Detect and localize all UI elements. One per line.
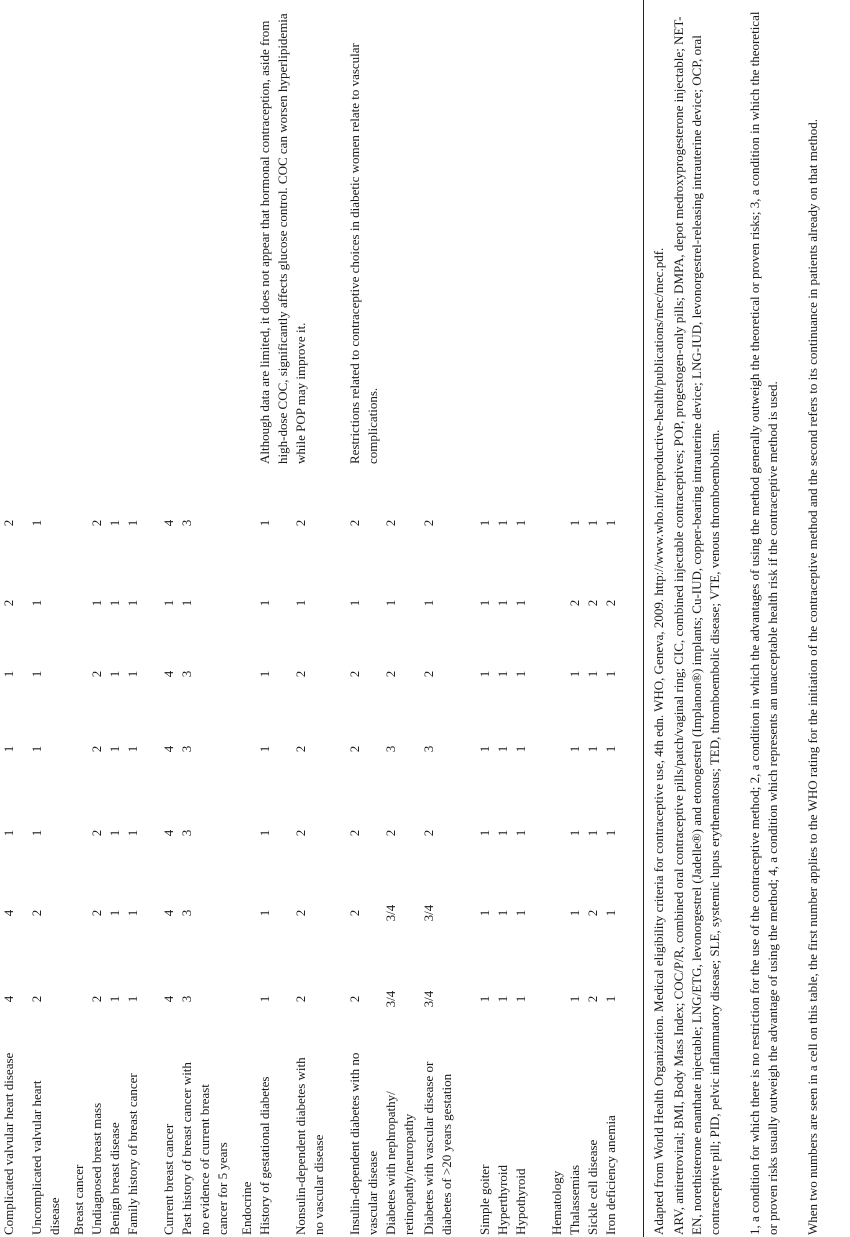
rating-cell: 1: [513, 745, 528, 753]
rating-cell: 3/4: [421, 904, 436, 922]
rating-cell: 1: [477, 909, 492, 917]
rating-cell: 1: [1, 670, 16, 678]
rating-cell: 1: [495, 745, 510, 753]
condition-label: Past history of breast cancer with no evidence of current breast cancer for 5 years: [179, 1062, 230, 1235]
rating-cell: 1: [513, 519, 528, 527]
rating-cell: 1: [125, 909, 140, 917]
rating-cell: 2: [347, 519, 362, 527]
comment-text: Restrictions related to contraceptive choices in diabetic women relate to vascular complications.: [347, 43, 380, 464]
rating-cell: 1: [567, 829, 582, 837]
rating-cell: 3: [179, 745, 194, 753]
rating-cell: 1: [603, 670, 618, 678]
rating-cell: 1: [125, 599, 140, 607]
rating-cell: 1: [89, 599, 104, 607]
rating-cell: 1: [107, 519, 122, 527]
rating-cell: 3: [179, 670, 194, 678]
rating-cell: 4: [161, 995, 176, 1003]
condition-label: Uncomplicated valvular heart disease: [29, 1080, 62, 1235]
rating-cell: 1: [513, 829, 528, 837]
rating-cell: 1: [125, 519, 140, 527]
condition-label: Family history of breast cancer: [125, 1073, 140, 1235]
rating-cell: 1: [257, 519, 272, 527]
rating-cell: 1: [29, 745, 44, 753]
rating-cell: 1: [29, 599, 44, 607]
condition-label: Insulin-dependent diabetes with no vascular disease: [347, 1052, 380, 1235]
rating-cell: 4: [161, 519, 176, 527]
rating-cell: 3: [179, 829, 194, 837]
rating-cell: 4: [161, 829, 176, 837]
rating-cell: 2: [347, 670, 362, 678]
condition-label: Thalassemias: [567, 1164, 582, 1235]
rating-cell: 1: [495, 829, 510, 837]
rating-cell: 1: [383, 599, 398, 607]
rating-cell: 1: [107, 995, 122, 1003]
condition-label: Current breast cancer: [161, 1123, 176, 1235]
rating-cell: 1: [421, 599, 436, 607]
rating-cell: 1: [257, 995, 272, 1003]
rating-cell: 1: [585, 670, 600, 678]
rating-cell: 1: [603, 995, 618, 1003]
rating-cell: 1: [293, 599, 308, 607]
footnote-abbreviations: ARV, antiretroviral; BMI, Body Mass Index; COC/P/R, combined oral contraceptive pills/patch/vaginal ring; CIC, combined injectable contraceptives; POP, progestogen-only pills; DMPA, depot medroxyprogesterone injectable; NET-EN, norethisterone enanthate injectable; LNG/ETG, levonorgestrel (Jadelle®) and etonogestrel (Implanon®) implants; Cu-IUD, copper-bearing intrauterine device; LNG-IUD, levonorgestrel-releasing intrauterine device; OCP, oral contraceptive pill; PID, pelvic inflammatory disease; SLE, systemic lupus erythematosus; TED, thromboembolic disease; VTE, venous thromboembolism.: [671, 16, 722, 1235]
rating-cell: 1: [513, 599, 528, 607]
rating-cell: 1: [603, 519, 618, 527]
rating-cell: 2: [293, 670, 308, 678]
section-heading: Endocrine: [239, 1181, 254, 1235]
rating-cell: 3/4: [421, 990, 436, 1008]
rating-cell: 1: [585, 829, 600, 837]
rating-cell: 1: [107, 670, 122, 678]
condition-label: Hyperthyroid: [495, 1164, 510, 1235]
rating-cell: 1: [1, 745, 16, 753]
condition-label: Complicated valvular heart disease: [1, 1052, 16, 1235]
rating-cell: 2: [29, 909, 44, 917]
condition-label: Iron deficiency anemia: [603, 1115, 618, 1235]
rating-cell: 1: [567, 995, 582, 1003]
condition-label: History of gestational diabetes: [257, 1076, 272, 1235]
rating-cell: 1: [1, 829, 16, 837]
rating-cell: 1: [29, 519, 44, 527]
rating-cell: 2: [89, 519, 104, 527]
rating-cell: 2: [293, 519, 308, 527]
rating-cell: 1: [495, 519, 510, 527]
rating-cell: 1: [107, 599, 122, 607]
section-heading: Hematology: [549, 1170, 564, 1235]
rating-cell: 1: [567, 909, 582, 917]
rating-cell: 3: [421, 745, 436, 753]
comment-text: Although data are limited, it does not appear that hormonal contraception, aside from high-dose COC, significantly affects glucose control. COC can worsen hyperlipidemia while POP may improve it.: [257, 13, 308, 464]
footnote-source: Adapted from World Health Organization. Medical eligibility criteria for contraceptive use, 4th edn. WHO, Geneva, 2009. http://www.who.int/reproductive-health/publications/mec/mec.pdf.: [651, 247, 666, 1235]
rating-cell: 1: [125, 745, 140, 753]
rating-cell: 2: [585, 599, 600, 607]
rating-cell: 2: [293, 909, 308, 917]
rating-cell: 1: [585, 745, 600, 753]
rating-cell: 3: [179, 995, 194, 1003]
rating-cell: 2: [421, 670, 436, 678]
rating-cell: 2: [89, 670, 104, 678]
rating-cell: 1: [495, 599, 510, 607]
rating-cell: 1: [477, 995, 492, 1003]
rating-cell: 2: [347, 829, 362, 837]
rating-cell: 4: [161, 745, 176, 753]
rating-cell: 1: [477, 599, 492, 607]
rating-cell: 2: [421, 829, 436, 837]
rating-cell: 2: [293, 995, 308, 1003]
rating-cell: 2: [89, 829, 104, 837]
rating-cell: 1: [513, 909, 528, 917]
condition-label: Benign breast disease: [107, 1122, 122, 1235]
rating-cell: 2: [383, 519, 398, 527]
rating-cell: 3: [383, 745, 398, 753]
rating-cell: 1: [477, 670, 492, 678]
rating-cell: 2: [567, 599, 582, 607]
rating-cell: 1: [495, 995, 510, 1003]
rating-cell: 1: [567, 670, 582, 678]
rating-cell: 2: [293, 745, 308, 753]
rating-cell: 2: [383, 670, 398, 678]
rating-cell: 2: [347, 745, 362, 753]
condition-label: Undiagnosed breast mass: [89, 1102, 104, 1235]
rating-cell: 3: [179, 909, 194, 917]
rating-cell: 1: [179, 599, 194, 607]
rating-cell: 2: [347, 909, 362, 917]
rating-cell: 2: [421, 519, 436, 527]
rating-cell: 3/4: [383, 904, 398, 922]
rating-cell: 2: [585, 909, 600, 917]
condition-label: Simple goiter: [477, 1164, 492, 1235]
rating-cell: 1: [477, 829, 492, 837]
rating-cell: 3: [179, 519, 194, 527]
rating-cell: 1: [603, 745, 618, 753]
rating-cell: 1: [257, 829, 272, 837]
rating-cell: 1: [257, 909, 272, 917]
condition-label: Diabetes with vascular disease or diabetes of >20 years gestation: [421, 1061, 454, 1235]
rating-cell: 4: [1, 995, 16, 1003]
rating-cell: 1: [29, 829, 44, 837]
rating-cell: 2: [1, 599, 16, 607]
rating-cell: 1: [585, 519, 600, 527]
rating-cell: 1: [161, 599, 176, 607]
rating-cell: 4: [1, 909, 16, 917]
rating-cell: 4: [161, 909, 176, 917]
rating-cell: 1: [477, 745, 492, 753]
rating-cell: 1: [125, 829, 140, 837]
rating-cell: 3/4: [383, 990, 398, 1008]
rating-cell: 2: [1, 519, 16, 527]
rating-cell: 1: [107, 829, 122, 837]
rating-cell: 1: [257, 670, 272, 678]
rating-cell: 1: [29, 670, 44, 678]
rating-cell: 1: [495, 909, 510, 917]
condition-label: Diabetes with nephropathy/ retinopathy/neuropathy: [383, 1091, 416, 1235]
section-heading: Breast cancer: [71, 1164, 86, 1235]
rating-cell: 1: [603, 829, 618, 837]
rating-cell: 1: [495, 670, 510, 678]
rating-cell: 1: [513, 995, 528, 1003]
rating-cell: 2: [347, 995, 362, 1003]
rating-cell: 2: [383, 829, 398, 837]
rating-cell: 2: [89, 745, 104, 753]
rating-cell: 1: [513, 670, 528, 678]
rating-cell: 1: [107, 909, 122, 917]
rating-cell: 4: [161, 670, 176, 678]
rating-cell: 1: [257, 599, 272, 607]
condition-label: Sickle cell disease: [585, 1139, 600, 1235]
rating-cell: 1: [125, 995, 140, 1003]
rating-cell: 2: [585, 995, 600, 1003]
rating-cell: 2: [29, 995, 44, 1003]
rating-cell: 1: [567, 519, 582, 527]
rating-cell: 2: [603, 599, 618, 607]
rating-cell: 1: [477, 519, 492, 527]
rating-cell: 2: [293, 829, 308, 837]
rating-cell: 1: [347, 599, 362, 607]
condition-label: Hypothyroid: [513, 1168, 528, 1235]
table-bottom-rule: [643, 0, 644, 1237]
rating-cell: 1: [125, 670, 140, 678]
rating-cell: 1: [567, 745, 582, 753]
rating-cell: 2: [89, 909, 104, 917]
condition-label: Nonsulin-dependent diabetes with no vascular disease: [293, 1057, 326, 1235]
rating-cell: 1: [603, 909, 618, 917]
rating-cell: 1: [107, 745, 122, 753]
footnote-two-numbers: When two numbers are seen in a cell on this table, the first number applies to the WHO rating for the initiation of the contraceptive method and the second refers to its continuance in patients already on that method.: [805, 119, 820, 1235]
rating-cell: 1: [257, 745, 272, 753]
footnote-categories: 1, a condition for which there is no restriction for the use of the contraceptive method; 2, a condition in which the advantages of using the method generally outweigh the theoretical or proven risks; 3, a condition in which the theoretical or proven risks usually outweigh the advantage of using the method; 4, a condition which represents an unacceptable health risk if the contraceptive method is used.: [747, 11, 780, 1235]
rating-cell: 2: [89, 995, 104, 1003]
